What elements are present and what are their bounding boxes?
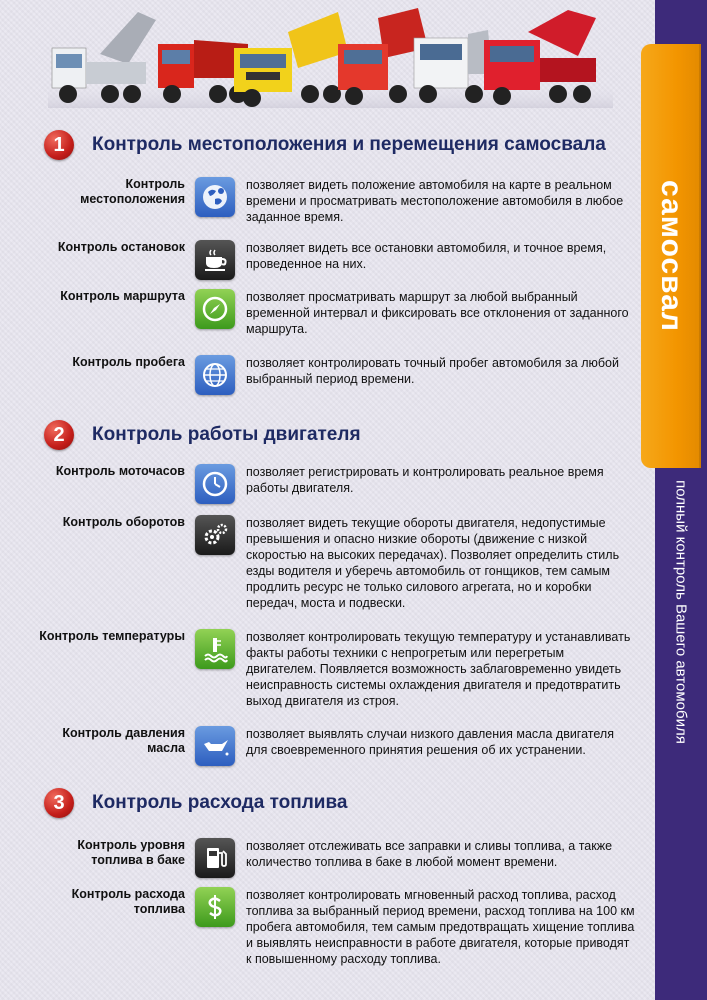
- feature-label: Контроль расхода топлива: [71, 887, 185, 916]
- side-band: [655, 0, 707, 1000]
- section-2-header: [44, 420, 361, 450]
- feature-description: позволяет видеть положение автомобиля на карте в реальном времени и просматривать местоположение автомобиля в любое заданное время.: [246, 178, 624, 224]
- section-3-header: [44, 788, 347, 818]
- coffee-cup-icon: [195, 240, 235, 280]
- section-number-badge: 2: [44, 420, 74, 450]
- feature-description: позволяет контролировать текущую температуру и устанавливать факты работы техники с непрогретым или перегретым двигателем. Появляется возможность заблаговременно увидеть неисправность системы охлаждения двигателя и предотвратить выход двигателя из строя.: [246, 630, 631, 708]
- feature-description: позволяет видеть все остановки автомобиля, и точное время, проведенное на них.: [246, 241, 607, 271]
- trucks-banner-image: [48, 4, 613, 108]
- section-number-badge: 1: [44, 130, 74, 160]
- feature-description: позволяет видеть текущие обороты двигателя, недопустимые превышения и опасно низкие обороты (движение с низкой скоростью на высоких передачах). Позволяет определить стиль езды водителя и уберечь автомобиль от гонщиков, тем самым продлить ресурс не только силового агрегата, но и коробки передач, моста и подвески.: [246, 516, 620, 610]
- feature-label: Контроль моточасов: [55, 464, 185, 478]
- coolant-temperature-icon: [195, 629, 235, 669]
- feature-label: Контроль местоположения: [80, 177, 185, 206]
- side-title: самосвал: [655, 180, 688, 332]
- feature-label: Контроль маршрута: [60, 289, 185, 303]
- feature-label: Контроль оборотов: [62, 515, 185, 529]
- feature-description: позволяет регистрировать и контролировать реальное время работы двигателя.: [246, 465, 604, 495]
- section-title: Контроль местоположения и перемещения самосвала: [92, 134, 606, 155]
- compass-icon: [195, 289, 235, 329]
- feature-label: Контроль пробега: [72, 355, 185, 369]
- globe-map-icon: [195, 177, 235, 217]
- feature-description: позволяет выявлять случаи низкого давления масла двигателя для своевременного принятия решения об их устранении.: [246, 727, 614, 757]
- clock-icon: [195, 464, 235, 504]
- feature-label: Контроль давления масла: [62, 726, 185, 755]
- feature-description: позволяет контролировать точный пробег автомобиля за любой выбранный период времени.: [246, 356, 619, 386]
- side-title-tab: [641, 44, 701, 468]
- feature-label: Контроль остановок: [57, 240, 185, 254]
- feature-description: позволяет просматривать маршрут за любой выбранный временной интервал и фиксировать все отклонения от заданного маршрута.: [246, 290, 629, 336]
- oil-can-icon: [195, 726, 235, 766]
- side-subtitle: полный контроль Вашего автомобиля: [672, 480, 690, 744]
- fuel-pump-icon: [195, 838, 235, 878]
- feature-description: позволяет отслеживать все заправки и сливы топлива, а также количество топлива в баке в любой момент времени.: [246, 839, 613, 869]
- section-title: Контроль расхода топлива: [92, 792, 348, 813]
- section-number-badge: 3: [44, 788, 74, 818]
- section-title: Контроль работы двигателя: [92, 424, 361, 445]
- gears-icon: [195, 515, 235, 555]
- feature-label: Контроль температуры: [39, 629, 185, 643]
- feature-description: позволяет контролировать мгновенный расход топлива, расход топлива за выбранный период времени, расход топлива на 100 км пробега автомобиля, тем самым предотвращать хищение топлива и выявлять неисправности в работе двигателя, которые приводят к повышенному расходу топлива.: [246, 888, 635, 966]
- feature-label: Контроль уровня топлива в баке: [77, 838, 185, 867]
- globe-grid-icon: [195, 355, 235, 395]
- dollar-icon: [195, 887, 235, 927]
- section-1-header: [44, 130, 606, 160]
